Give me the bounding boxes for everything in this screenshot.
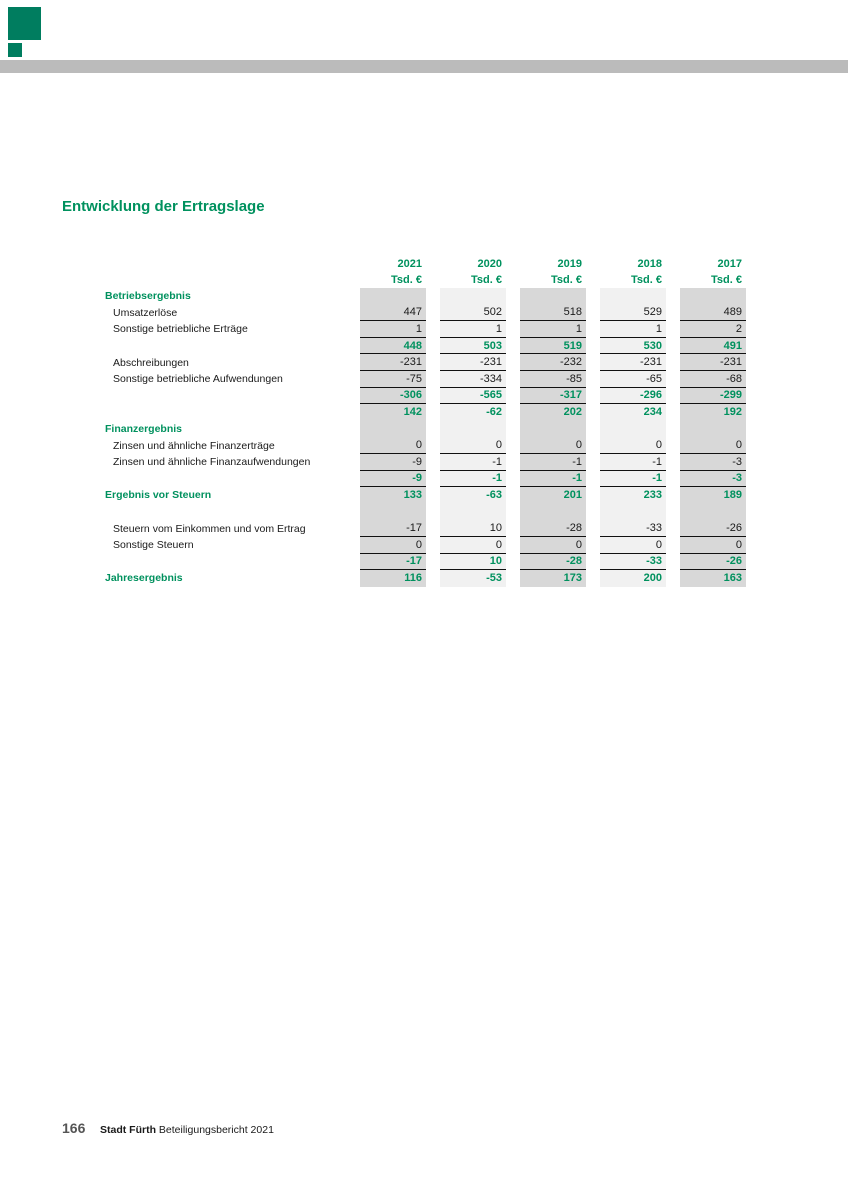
spacer-row [105,504,746,521]
value-cell: 173 [520,570,586,587]
value-cell: -1 [600,454,666,471]
footer-brand: Stadt Fürth [100,1124,156,1136]
value-cell: 233 [600,487,666,504]
brand-square-small [8,43,22,57]
value-cell: -28 [520,554,586,571]
unit-header-2: Tsd. € [551,274,582,286]
table-header-years [105,256,746,272]
value-cell [600,421,666,438]
value-cell: -65 [600,371,666,388]
year-header-1: 2020 [477,258,502,270]
value-cell: -53 [440,570,506,587]
page-title: Entwicklung der Ertragslage [62,198,265,215]
value-cell [680,504,746,521]
value-cell: -62 [440,404,506,421]
table-row [105,404,746,421]
value-cell: 503 [440,338,506,355]
value-cell: 0 [600,537,666,554]
unit-header-3: Tsd. € [631,274,662,286]
value-cell: -26 [680,520,746,537]
value-cell [360,288,426,305]
value-cell [520,421,586,438]
value-cell: 1 [600,321,666,338]
row-label: Sonstige betriebliche Erträge [113,323,248,336]
value-cell: 489 [680,305,746,322]
year-header-0: 2021 [397,258,422,270]
row-label: Abschreibungen [113,356,189,369]
value-cell: -68 [680,371,746,388]
value-cell: 0 [680,437,746,454]
value-cell: -306 [360,388,426,405]
value-cell: 491 [680,338,746,355]
value-cell: 189 [680,487,746,504]
value-cell: -1 [520,454,586,471]
value-cell: -9 [360,471,426,488]
year-header-4: 2017 [717,258,742,270]
top-divider-bar [0,60,848,73]
value-cell: -9 [360,454,426,471]
table-body [105,288,746,587]
value-cell: -1 [440,454,506,471]
value-cell: -231 [600,354,666,371]
value-cell: 0 [360,437,426,454]
table-row [105,388,746,405]
row-label [105,338,346,355]
value-cell: 192 [680,404,746,421]
value-cell: 1 [440,321,506,338]
value-cell [520,504,586,521]
year-header-2: 2019 [557,258,582,270]
row-label [105,388,346,405]
value-cell: -334 [440,371,506,388]
value-cell: -33 [600,554,666,571]
footer-text [100,1124,274,1136]
value-cell: 0 [520,437,586,454]
year-header-3: 2018 [637,258,662,270]
value-cell [440,421,506,438]
table-row [105,421,746,438]
table-row [105,487,746,504]
value-cell: 1 [360,321,426,338]
value-cell: -17 [360,554,426,571]
row-label: Finanzergebnis [105,423,183,436]
value-cell: -85 [520,371,586,388]
value-cell: -33 [600,520,666,537]
table-row [105,338,746,355]
value-cell: -1 [600,471,666,488]
row-label: Betriebsergebnis [105,290,191,303]
row-label: Zinsen und ähnliche Finanzerträge [113,439,275,452]
value-cell: 502 [440,305,506,322]
table-row [105,520,746,537]
unit-header-0: Tsd. € [391,274,422,286]
unit-header-4: Tsd. € [711,274,742,286]
brand-square-large [8,7,41,40]
value-cell [360,421,426,438]
row-label: Ergebnis vor Steuern [105,489,212,502]
table-row [105,354,746,371]
row-label [105,554,346,571]
table-row [105,371,746,388]
value-cell: -63 [440,487,506,504]
value-cell: 116 [360,570,426,587]
row-label [105,471,346,488]
table-header-units [105,272,746,288]
value-cell: 10 [440,554,506,571]
row-label: Jahresergebnis [105,572,183,585]
value-cell [440,288,506,305]
page-footer [62,1120,274,1136]
row-label: Zinsen und ähnliche Finanzaufwendungen [113,456,311,469]
value-cell: -17 [360,520,426,537]
row-label: Umsatzerlöse [113,306,178,319]
table-row [105,321,746,338]
value-cell: -231 [360,354,426,371]
value-cell: 133 [360,487,426,504]
row-label: Steuern vom Einkommen und vom Ertrag [113,522,306,535]
value-cell [520,288,586,305]
value-cell: -3 [680,471,746,488]
header-label-spacer [105,256,346,272]
row-label: Sonstige betriebliche Aufwendungen [113,373,283,386]
value-cell: 447 [360,305,426,322]
value-cell: 0 [440,537,506,554]
value-cell: 518 [520,305,586,322]
unit-header-1: Tsd. € [471,274,502,286]
value-cell: -1 [440,471,506,488]
table-row [105,288,746,305]
value-cell: 202 [520,404,586,421]
value-cell: -317 [520,388,586,405]
table-row [105,305,746,322]
value-cell: 200 [600,570,666,587]
value-cell: -1 [520,471,586,488]
value-cell: -299 [680,388,746,405]
value-cell: 201 [520,487,586,504]
value-cell: 530 [600,338,666,355]
value-cell: 0 [360,537,426,554]
value-cell: 0 [680,537,746,554]
value-cell: 0 [440,437,506,454]
value-cell [680,288,746,305]
page-number: 166 [62,1120,86,1136]
footer-doc-title: Beteiligungsbericht 2021 [158,1124,274,1136]
table-row [105,554,746,571]
value-cell: 519 [520,338,586,355]
value-cell: 1 [520,321,586,338]
table-row [105,454,746,471]
value-cell: 163 [680,570,746,587]
value-cell: -75 [360,371,426,388]
table-row [105,471,746,488]
value-cell: -3 [680,454,746,471]
table-row [105,570,746,587]
value-cell: 2 [680,321,746,338]
value-cell: -231 [440,354,506,371]
value-cell: 0 [600,437,666,454]
value-cell: -231 [680,354,746,371]
table-row [105,537,746,554]
value-cell: -232 [520,354,586,371]
table-row [105,437,746,454]
value-cell: 448 [360,338,426,355]
value-cell: 10 [440,520,506,537]
value-cell [600,504,666,521]
value-cell [680,421,746,438]
value-cell: 529 [600,305,666,322]
value-cell [600,288,666,305]
value-cell: 234 [600,404,666,421]
value-cell: -26 [680,554,746,571]
ertragslage-table [105,256,746,587]
row-label [105,504,346,521]
value-cell: 0 [520,537,586,554]
value-cell [440,504,506,521]
value-cell: 142 [360,404,426,421]
value-cell: -296 [600,388,666,405]
value-cell: -565 [440,388,506,405]
value-cell [360,504,426,521]
row-label: Sonstige Steuern [113,539,194,552]
row-label [105,404,346,421]
value-cell: -28 [520,520,586,537]
header-label-spacer [105,272,346,288]
